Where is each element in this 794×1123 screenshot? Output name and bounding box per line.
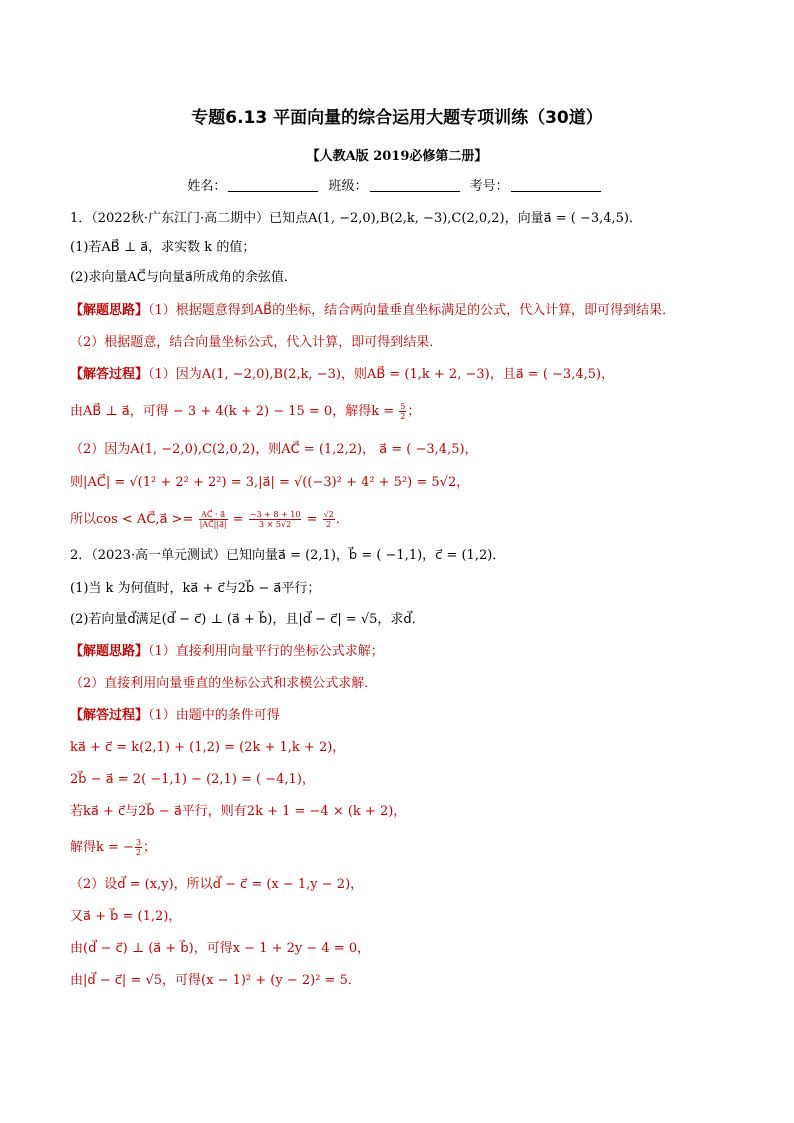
q1-k-den: 2 [400, 412, 406, 421]
q2-k-fraction [135, 838, 142, 857]
q2-solution-line4: 若ka⃗ + c⃗与2b⃗ − a⃗平行，则有2k + 1 = −4 × (k + 2)， [70, 804, 407, 819]
q1-solution-line2 [70, 402, 420, 421]
q1-sol5-b: = [228, 512, 248, 527]
class-label: 班级： [328, 179, 368, 194]
edition-subtitle: 【人教A版 2019必修第二册】 [306, 149, 488, 164]
q1-solution-tag: 【解答过程】 [70, 367, 149, 382]
q1-sol5-a: 所以cos < AC⃗,a⃗ >= [70, 512, 198, 527]
q1-idea-line2: （2）根据题意，结合向量坐标公式，代入计算，即可得到结果． [70, 335, 443, 350]
q1-value-fraction [249, 510, 302, 529]
name-blank[interactable] [228, 179, 318, 192]
q1-part1: (1)若AB⃗ ⊥ a⃗，求实数 k 的值； [70, 240, 256, 255]
q1-solution-line1 [70, 366, 614, 384]
q1-solution-line5 [70, 510, 349, 529]
q1-sol2-text: 由AB⃗ ⊥ a⃗，可得 − 3 + 4(k + 2) − 15 = 0，解得k = [70, 404, 399, 419]
q1-value-num: −3 + 8 + 10 [249, 510, 301, 519]
q1-idea1-text: （1）根据题意得到AB⃗的坐标，结合两向量垂直坐标满足的公式，代入计算，即可得到结果． [148, 303, 676, 318]
q2-k-num: 3 [135, 838, 142, 847]
q2-stem: 2．（2023·高一单元测试）已知向量a⃗ = (2,1)，b⃗ = ( −1,1)，c⃗ = (1,2)． [70, 548, 506, 563]
q2-sol1-text: （1）由题中的条件可得 [148, 708, 280, 723]
q1-sol2-end: ； [407, 404, 421, 419]
q2-idea-line1 [70, 643, 384, 661]
q2-idea1-text: （1）直接利用向量平行的坐标公式求解； [148, 644, 384, 659]
q1-result-den: 2 [326, 520, 332, 529]
q1-solution-line4: 则|AC⃗| = √(1² + 2² + 2²) = 3,|a⃗| = √((−3)² + 4² + 5²) = 5√2， [70, 475, 470, 490]
q2-idea-line2: （2）直接利用向量垂直的坐标公式和求模公式求解． [70, 676, 378, 691]
page-title: 专题6.13 平面向量的综合运用大题专项训练（30道） [191, 108, 603, 128]
q2-solution-line2: ka⃗ + c⃗ = k(2,1) + (1,2) = (2k + 1,k + 2)， [70, 740, 346, 755]
q2-part2: (2)若向量d⃗满足(d⃗ − c⃗) ⊥ (a⃗ + b⃗)，且|d⃗ − c⃗| = √5，求d⃗． [70, 612, 425, 627]
q1-sol5-c: = [302, 512, 322, 527]
q2-part1: (1)当 k 为何值时，ka⃗ + c⃗与2b⃗ − a⃗平行； [70, 581, 321, 596]
q1-k-num: 5 [400, 402, 406, 411]
q2-solution-line9: 由|d⃗ − c⃗| = √5，可得(x − 1)² + (y − 2)² = 5． [70, 973, 361, 988]
q2-solution-line3: 2b⃗ − a⃗ = 2( −1,1) − (2,1) = ( −4,1)， [70, 772, 315, 787]
q1-idea-line1 [70, 302, 675, 320]
id-blank[interactable] [511, 179, 601, 192]
q2-sol5-end: ； [143, 840, 157, 855]
q2-solution-line1 [70, 707, 280, 725]
q1-stem: 1．（2022秋·广东江门·高二期中）已知点A(1, −2,0),B(2,k, −3),C(2,0,2)，向量a⃗ = ( −3,4,5)． [70, 211, 642, 226]
q1-sol1-text: （1）因为A(1, −2,0),B(2,k, −3)，则AB⃗ = (1,k + 2, −3)，且a⃗ = ( −3,4,5)， [148, 367, 615, 382]
q2-solution-line8: 由(d⃗ − c⃗) ⊥ (a⃗ + b⃗)，可得x − 1 + 2y − 4 = 0， [70, 941, 371, 956]
q1-cos-fraction [199, 510, 228, 529]
q1-solution-line3: （2）因为A(1, −2,0),C(2,0,2)，则AC⃗ = (1,2,2)， a⃗ = ( −3,4,5)， [70, 442, 478, 457]
name-label: 姓名： [187, 179, 227, 194]
student-info-line [0, 175, 794, 194]
q2-idea-tag: 【解题思路】 [70, 644, 149, 659]
q2-k-den: 2 [135, 848, 142, 857]
q2-solution-line6: （2）设d⃗ = (x,y)，所以d⃗ − c⃗ = (x − 1,y − 2)， [70, 877, 364, 892]
q2-solution-line7: 又a⃗ + b⃗ = (1,2)， [70, 909, 182, 924]
id-label: 考号： [469, 179, 509, 194]
class-blank[interactable] [370, 179, 460, 192]
q2-solution-line5 [70, 838, 156, 857]
q1-value-den: 3 × 5√2 [259, 520, 292, 529]
q1-cos-num: AC⃗ · a⃗ [199, 510, 228, 520]
q2-solution-tag: 【解答过程】 [70, 708, 149, 723]
q1-result-num: √2 [323, 510, 334, 519]
q2-sol5-a: 解得k = − [70, 840, 134, 855]
q1-part2: (2)求向量AC⃗与向量a⃗所成角的余弦值． [70, 270, 297, 285]
q1-k-fraction [399, 402, 406, 421]
q1-cos-den: |AC⃗||a⃗| [199, 520, 227, 529]
q1-result-fraction [323, 510, 335, 529]
q1-idea-tag: 【解题思路】 [70, 303, 149, 318]
q1-sol5-end: ． [335, 512, 349, 527]
